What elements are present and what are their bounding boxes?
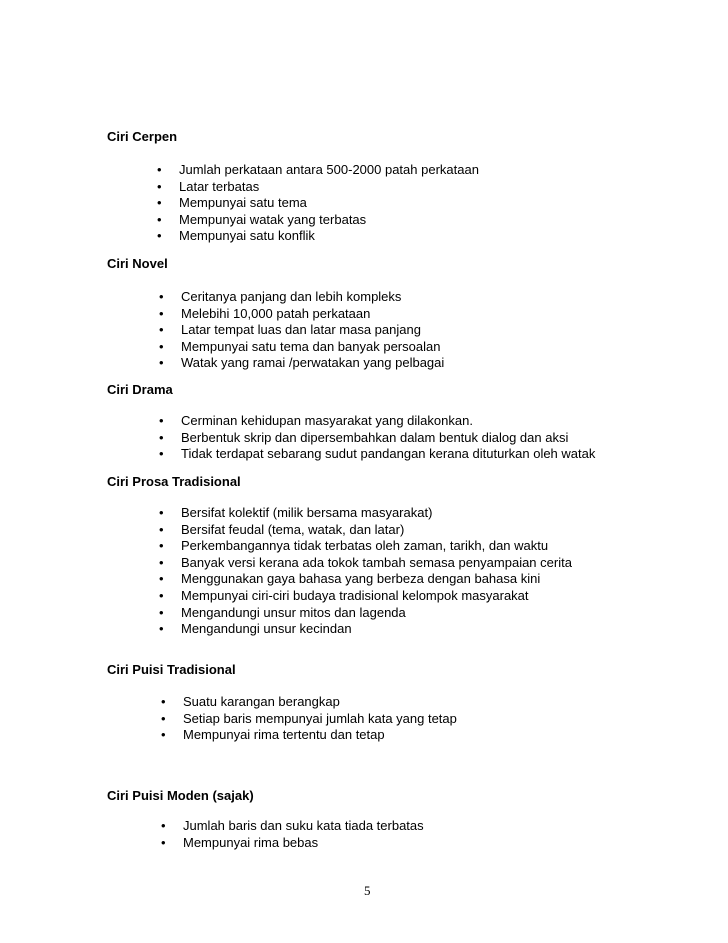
list-item: • Setiap baris mempunyai jumlah kata yang tetap (161, 710, 457, 726)
bullet-icon: • (161, 834, 166, 850)
bullet-icon: • (159, 554, 164, 570)
bullet-icon: • (161, 818, 166, 833)
bullet-icon: • (161, 694, 166, 709)
bullet-icon: • (159, 446, 164, 462)
bullet-icon: • (159, 604, 164, 620)
list-item: • Mempunyai ciri-ciri budaya tradisional kelompok masyarakat (159, 587, 529, 603)
bullet-icon: • (159, 571, 164, 587)
list-item: • Mempunyai satu tema dan banyak persoalan (159, 338, 441, 354)
bullet-icon: • (159, 621, 164, 637)
list-cerpen (157, 162, 479, 245)
list-item: • Mempunyai rima bebas (161, 834, 319, 850)
bullet-icon: • (157, 228, 162, 244)
bullet-icon: • (161, 727, 166, 743)
bullet-icon: • (159, 538, 164, 554)
list-item: • Suatu karangan berangkap (161, 694, 340, 709)
list-prosa-tradisional (159, 505, 572, 638)
page-number: 5 (364, 883, 371, 898)
section-heading-puisi-tradisional: Ciri Puisi Tradisional (107, 662, 236, 677)
list-item: • Jumlah perkataan antara 500-2000 patah perkataan (157, 162, 479, 177)
section-heading-novel: Ciri Novel (107, 256, 168, 271)
list-item: • Menggunakan gaya bahasa yang berbeza dengan bahasa kini (159, 571, 541, 587)
list-item: • Tidak terdapat sebarang sudut pandangan kerana dituturkan oleh watak (159, 446, 596, 462)
list-drama (159, 413, 596, 463)
bullet-icon: • (159, 505, 164, 520)
section-heading-cerpen: Ciri Cerpen (107, 129, 178, 144)
list-item: • Latar terbatas (157, 178, 260, 194)
list-item: • Latar tempat luas dan latar masa panjang (159, 322, 421, 338)
list-item: • Mengandungi unsur mitos dan lagenda (159, 604, 406, 620)
bullet-icon: • (161, 710, 166, 726)
list-puisi-tradisional (161, 694, 457, 744)
bullet-icon: • (159, 587, 164, 603)
bullet-icon: • (157, 195, 162, 211)
list-item: • Mengandungi unsur kecindan (159, 621, 352, 637)
list-item: • Bersifat feudal (tema, watak, dan latar) (159, 521, 405, 537)
list-item: • Mempunyai watak yang terbatas (157, 211, 367, 227)
list-item: • Watak yang ramai /perwatakan yang pelbagai (159, 355, 445, 371)
bullet-icon: • (159, 429, 164, 445)
bullet-icon: • (159, 305, 164, 321)
list-item: • Mempunyai satu tema (157, 195, 307, 211)
section-heading-prosa-tradisional: Ciri Prosa Tradisional (107, 474, 241, 489)
bullet-icon: • (159, 338, 164, 354)
bullet-icon: • (159, 355, 164, 371)
list-item: • Berbentuk skrip dan dipersembahkan dalam bentuk dialog dan aksi (159, 429, 569, 445)
list-item: • Bersifat kolektif (milik bersama masyarakat) (159, 505, 433, 520)
section-heading-puisi-moden: Ciri Puisi Moden (sajak) (107, 788, 254, 803)
list-item: • Mempunyai satu konflik (157, 228, 315, 244)
list-item: • Perkembangannya tidak terbatas oleh zaman, tarikh, dan waktu (159, 538, 549, 554)
list-item: • Banyak versi kerana ada tokok tambah semasa penyampaian cerita (159, 554, 572, 570)
bullet-icon: • (157, 178, 162, 194)
bullet-icon: • (159, 521, 164, 537)
bullet-icon: • (159, 322, 164, 338)
list-item: • Cerminan kehidupan masyarakat yang dilakonkan. (159, 413, 473, 428)
bullet-icon: • (159, 289, 164, 304)
list-item: • Mempunyai rima tertentu dan tetap (161, 727, 385, 743)
bullet-icon: • (157, 211, 162, 227)
list-puisi-moden (161, 818, 424, 851)
list-novel (159, 289, 445, 372)
bullet-icon: • (157, 162, 162, 177)
section-heading-drama: Ciri Drama (107, 382, 173, 397)
list-item: • Melebihi 10,000 patah perkataan (159, 305, 371, 321)
list-item: • Jumlah baris dan suku kata tiada terbatas (161, 818, 424, 833)
bullet-icon: • (159, 413, 164, 428)
list-item: • Ceritanya panjang dan lebih kompleks (159, 289, 402, 304)
